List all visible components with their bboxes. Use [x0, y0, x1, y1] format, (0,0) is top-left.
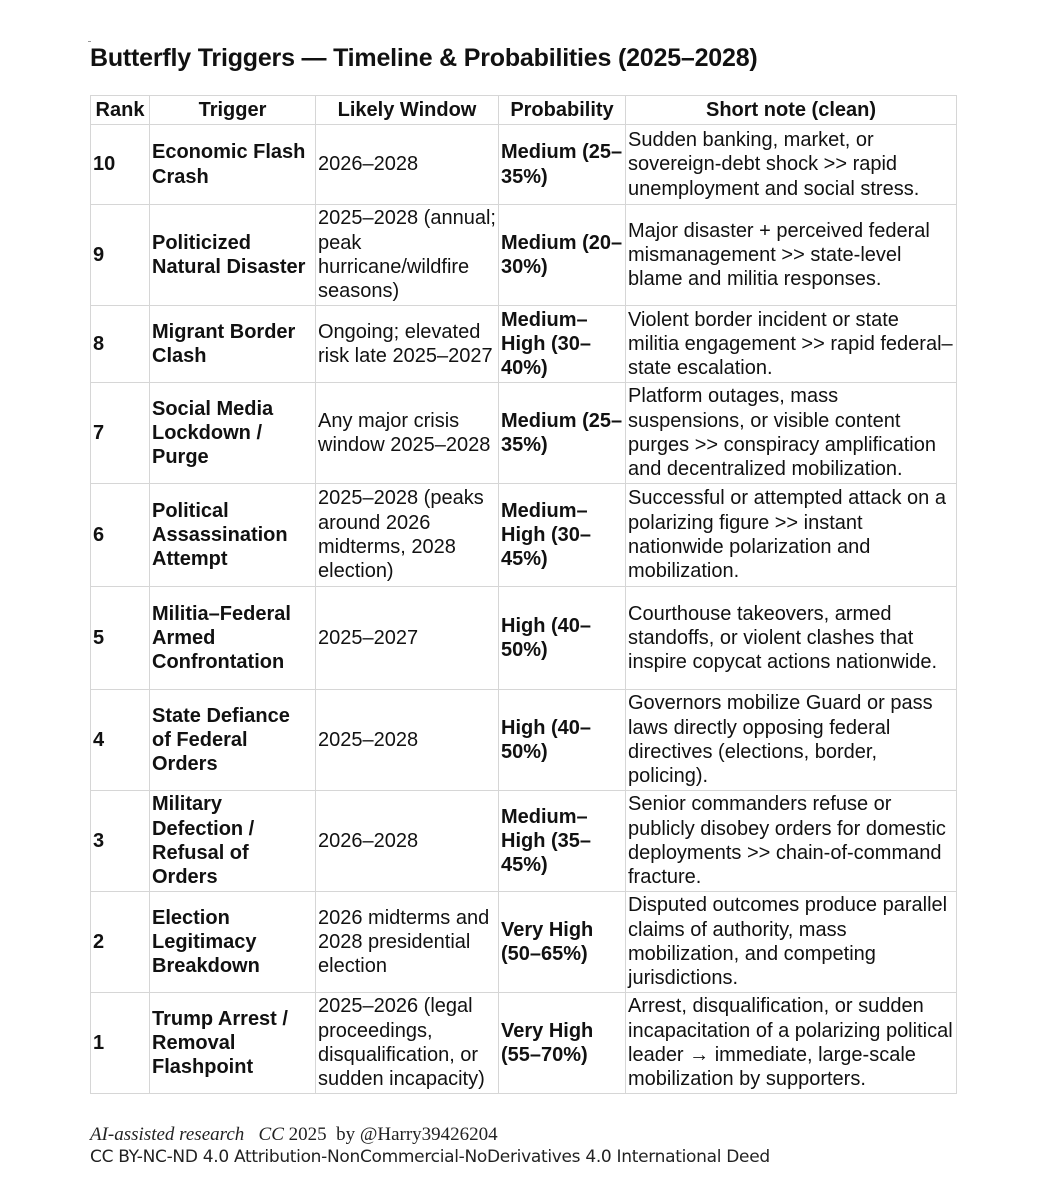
- window-cell: 2025–2027: [316, 587, 499, 690]
- credit-ai-assisted: AI-assisted research: [90, 1124, 245, 1145]
- rank-cell: 9: [91, 205, 150, 306]
- header-trigger: Trigger: [150, 96, 316, 125]
- note-cell: Successful or attempted attack on a polarizing figure >> instant nationwide polarization and mobilization.: [626, 484, 957, 587]
- trigger-cell: Politicized Natural Disaster: [150, 205, 316, 306]
- credit-line: [90, 1124, 770, 1146]
- rank-cell: 2: [91, 892, 150, 993]
- rank-cell: 4: [91, 690, 150, 791]
- table-row: [91, 484, 957, 587]
- triggers-table: [90, 95, 957, 1094]
- table-row: [91, 791, 957, 892]
- note-cell: Senior commanders refuse or publicly disobey orders for domestic deployments >> chain-of-command fracture.: [626, 791, 957, 892]
- probability-cell: Very High (50–65%): [499, 892, 626, 993]
- rank-cell: 5: [91, 587, 150, 690]
- probability-cell: High (40–50%): [499, 587, 626, 690]
- window-cell: Ongoing; elevated risk late 2025–2027: [316, 306, 499, 383]
- trigger-cell: Migrant Border Clash: [150, 306, 316, 383]
- probability-cell: Very High (55–70%): [499, 993, 626, 1094]
- window-cell: 2025–2028 (peaks around 2026 midterms, 2028 election): [316, 484, 499, 587]
- note-cell: Violent border incident or state militia engagement >> rapid federal–state escalation.: [626, 306, 957, 383]
- table-row: [91, 306, 957, 383]
- table-row: [91, 690, 957, 791]
- table-row: [91, 587, 957, 690]
- rank-cell: 10: [91, 125, 150, 205]
- rank-cell: 8: [91, 306, 150, 383]
- footer-credits: [90, 1124, 770, 1168]
- window-cell: 2025–2028: [316, 690, 499, 791]
- trigger-cell: Economic Flash Crash: [150, 125, 316, 205]
- table-row: [91, 892, 957, 993]
- table-header-row: [91, 96, 957, 125]
- window-cell: 2025–2026 (legal proceedings, disqualification, or sudden incapacity): [316, 993, 499, 1094]
- rank-cell: 1: [91, 993, 150, 1094]
- header-probability: Probability: [499, 96, 626, 125]
- note-cell: Arrest, disqualification, or sudden incapacitation of a polarizing political leader → immediate, large-scale mobilization by supporters.: [626, 993, 957, 1094]
- probability-cell: Medium (25–35%): [499, 383, 626, 484]
- header-short-note: Short note (clean): [626, 96, 957, 125]
- note-cell: Sudden banking, market, or sovereign-debt shock >> rapid unemployment and social stress.: [626, 125, 957, 205]
- license-line: CC BY-NC-ND 4.0 Attribution-NonCommercial-NoDerivatives 4.0 International Deed: [90, 1147, 770, 1167]
- window-cell: 2026 midterms and 2028 presidential election: [316, 892, 499, 993]
- trigger-cell: Political Assassination Attempt: [150, 484, 316, 587]
- window-cell: 2026–2028: [316, 791, 499, 892]
- table-row: [91, 125, 957, 205]
- header-likely-window: Likely Window: [316, 96, 499, 125]
- window-cell: Any major crisis window 2025–2028: [316, 383, 499, 484]
- window-cell: 2025–2028 (annual; peak hurricane/wildfire seasons): [316, 205, 499, 306]
- credit-cc: CC: [258, 1124, 284, 1145]
- table-row: [91, 993, 957, 1094]
- trigger-cell: Militia–Federal Armed Confrontation: [150, 587, 316, 690]
- credit-year-author: 2025 by @Harry39426204: [288, 1124, 498, 1145]
- note-cell: Courthouse takeovers, armed standoffs, or violent clashes that inspire copycat actions nationwide.: [626, 587, 957, 690]
- table-row: [91, 383, 957, 484]
- header-rank: Rank: [91, 96, 150, 125]
- probability-cell: Medium–High (35–45%): [499, 791, 626, 892]
- note-cell: Disputed outcomes produce parallel claims of authority, mass mobilization, and competing jurisdictions.: [626, 892, 957, 993]
- rank-cell: 6: [91, 484, 150, 587]
- stray-mark: [88, 41, 91, 42]
- note-cell: Platform outages, mass suspensions, or visible content purges >> conspiracy amplification and decentralized mobilization.: [626, 383, 957, 484]
- page-title: Butterfly Triggers — Timeline & Probabilities (2025–2028): [90, 44, 758, 72]
- trigger-cell: Election Legitimacy Breakdown: [150, 892, 316, 993]
- probability-cell: Medium–High (30–40%): [499, 306, 626, 383]
- note-cell: Governors mobilize Guard or pass laws directly opposing federal directives (elections, border, policing).: [626, 690, 957, 791]
- rank-cell: 3: [91, 791, 150, 892]
- probability-cell: High (40–50%): [499, 690, 626, 791]
- probability-cell: Medium–High (30–45%): [499, 484, 626, 587]
- probability-cell: Medium (20–30%): [499, 205, 626, 306]
- trigger-cell: State Defiance of Federal Orders: [150, 690, 316, 791]
- window-cell: 2026–2028: [316, 125, 499, 205]
- note-cell: Major disaster + perceived federal mismanagement >> state-level blame and militia responses.: [626, 205, 957, 306]
- table-row: [91, 205, 957, 306]
- trigger-cell: Military Defection / Refusal of Orders: [150, 791, 316, 892]
- rank-cell: 7: [91, 383, 150, 484]
- trigger-cell: Trump Arrest / Removal Flashpoint: [150, 993, 316, 1094]
- probability-cell: Medium (25–35%): [499, 125, 626, 205]
- trigger-cell: Social Media Lockdown / Purge: [150, 383, 316, 484]
